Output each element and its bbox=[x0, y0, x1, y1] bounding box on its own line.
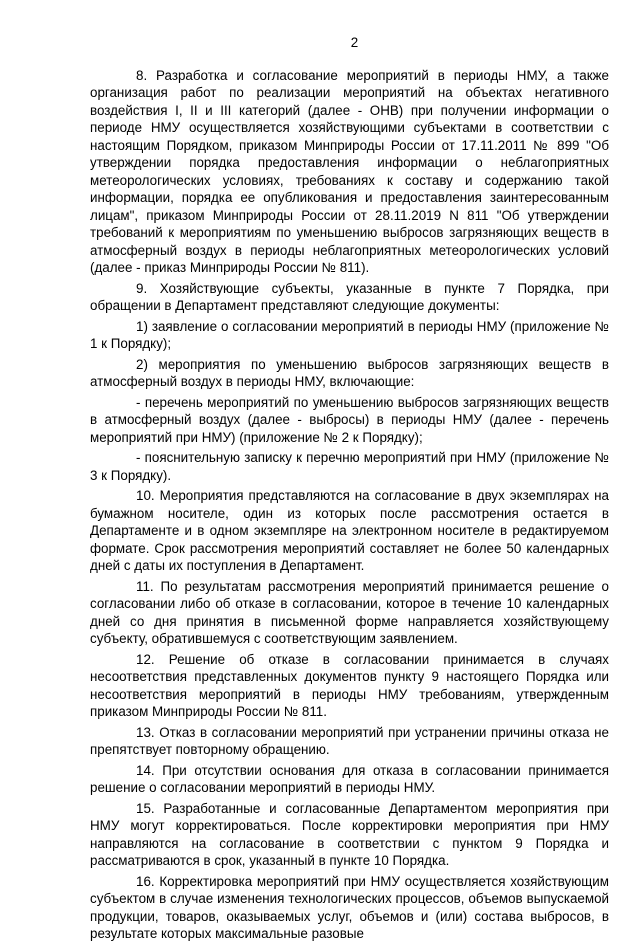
paragraph-12: 12. Решение об отказе в согласовании принимается в случаях несоответствия представленных документов пункту 9 настоящего Порядка или несоответствия мероприятий в периоды НМУ требованиям, утвержденным приказом Минприроды России № 811. bbox=[90, 651, 609, 719]
paragraph-11: 11. По результатам рассмотрения мероприятий принимается решение о согласовании либо об отказе в согласовании, которое в течение 10 календарных дней со дня принятия в письменной форме направляется хозяйствующему субъекту, обратившемуся с соответствующим заявлением. bbox=[90, 578, 609, 646]
paragraph-14: 14. При отсутствии основания для отказа в согласовании принимается решение о согласовании мероприятий в периоды НМУ. bbox=[90, 762, 609, 795]
paragraph-9-item-2-list-b: - пояснительную записку к перечню мероприятий при НМУ (приложение № 3 к Порядку). bbox=[90, 450, 609, 483]
document-page bbox=[90, 34, 609, 941]
paragraph-9-item-2-list-a: - перечень мероприятий по уменьшению выбросов загрязняющих веществ в атмосферный воздух (далее - выбросы) в периоды НМУ (далее - перечень мероприятий при НМУ) (приложение № 2 к Порядку); bbox=[90, 394, 609, 445]
paragraph-9: 9. Хозяйствующие субъекты, указанные в пункте 7 Порядка, при обращении в Департамент представляют следующие документы: bbox=[90, 280, 609, 313]
paragraph-8: 8. Разработка и согласование мероприятий в периоды НМУ, а также организация работ по реализации мероприятий на объектах негативного воздействия I, II и III категорий (далее - ОНВ) при получении информации о периоде НМУ осуществляется хозяйствующими субъектами в соответствии с настоящим Порядком, приказом Минприроды России от 17.11.2011 № 899 "Об утверждении порядка предоставления информации о неблагоприятных метеорологических условиях, требованиях к составу и содержанию такой информации, порядка ее опубликования и предоставления заинтересованным лицам", приказом Минприроды России от 28.11.2019 N 811 "Об утверждении требований к мероприятиям по уменьшению выбросов загрязняющих веществ в атмосферный воздух в периоды неблагоприятных метеорологических условий (далее - приказ Минприроды России № 811). bbox=[90, 67, 609, 275]
paragraph-9-item-1: 1) заявление о согласовании мероприятий в периоды НМУ (приложение № 1 к Порядку); bbox=[90, 318, 609, 351]
paragraph-16: 16. Корректировка мероприятий при НМУ осуществляется хозяйствующим субъектом в случае изменения технологических процессов, объемов выпускаемой продукции, товаров, оказываемых услуг, объемов и (или) состава выбросов, в результате которых максимальные разовые bbox=[90, 873, 609, 941]
paragraph-9-item-2: 2) мероприятия по уменьшению выбросов загрязняющих веществ в атмосферный воздух в периоды НМУ, включающие: bbox=[90, 356, 609, 389]
paragraph-15: 15. Разработанные и согласованные Департаментом мероприятия при НМУ могут корректироваться. После корректировки мероприятия при НМУ направляются на согласование в соответствии с пунктом 9 Порядка и рассматриваются в срок, указанный в пункте 10 Порядка. bbox=[90, 800, 609, 868]
paragraph-13: 13. Отказ в согласовании мероприятий при устранении причины отказа не препятствует повторному обращению. bbox=[90, 724, 609, 757]
page-number: 2 bbox=[350, 35, 359, 50]
paragraph-10: 10. Мероприятия представляются на согласование в двух экземплярах на бумажном носителе, один из которых после рассмотрения остается в Департаменте и в одном экземпляре на электронном носителе в редактируемом формате. Срок рассмотрения мероприятий составляет не более 50 календарных дней с даты их поступления в Департамент. bbox=[90, 488, 609, 573]
